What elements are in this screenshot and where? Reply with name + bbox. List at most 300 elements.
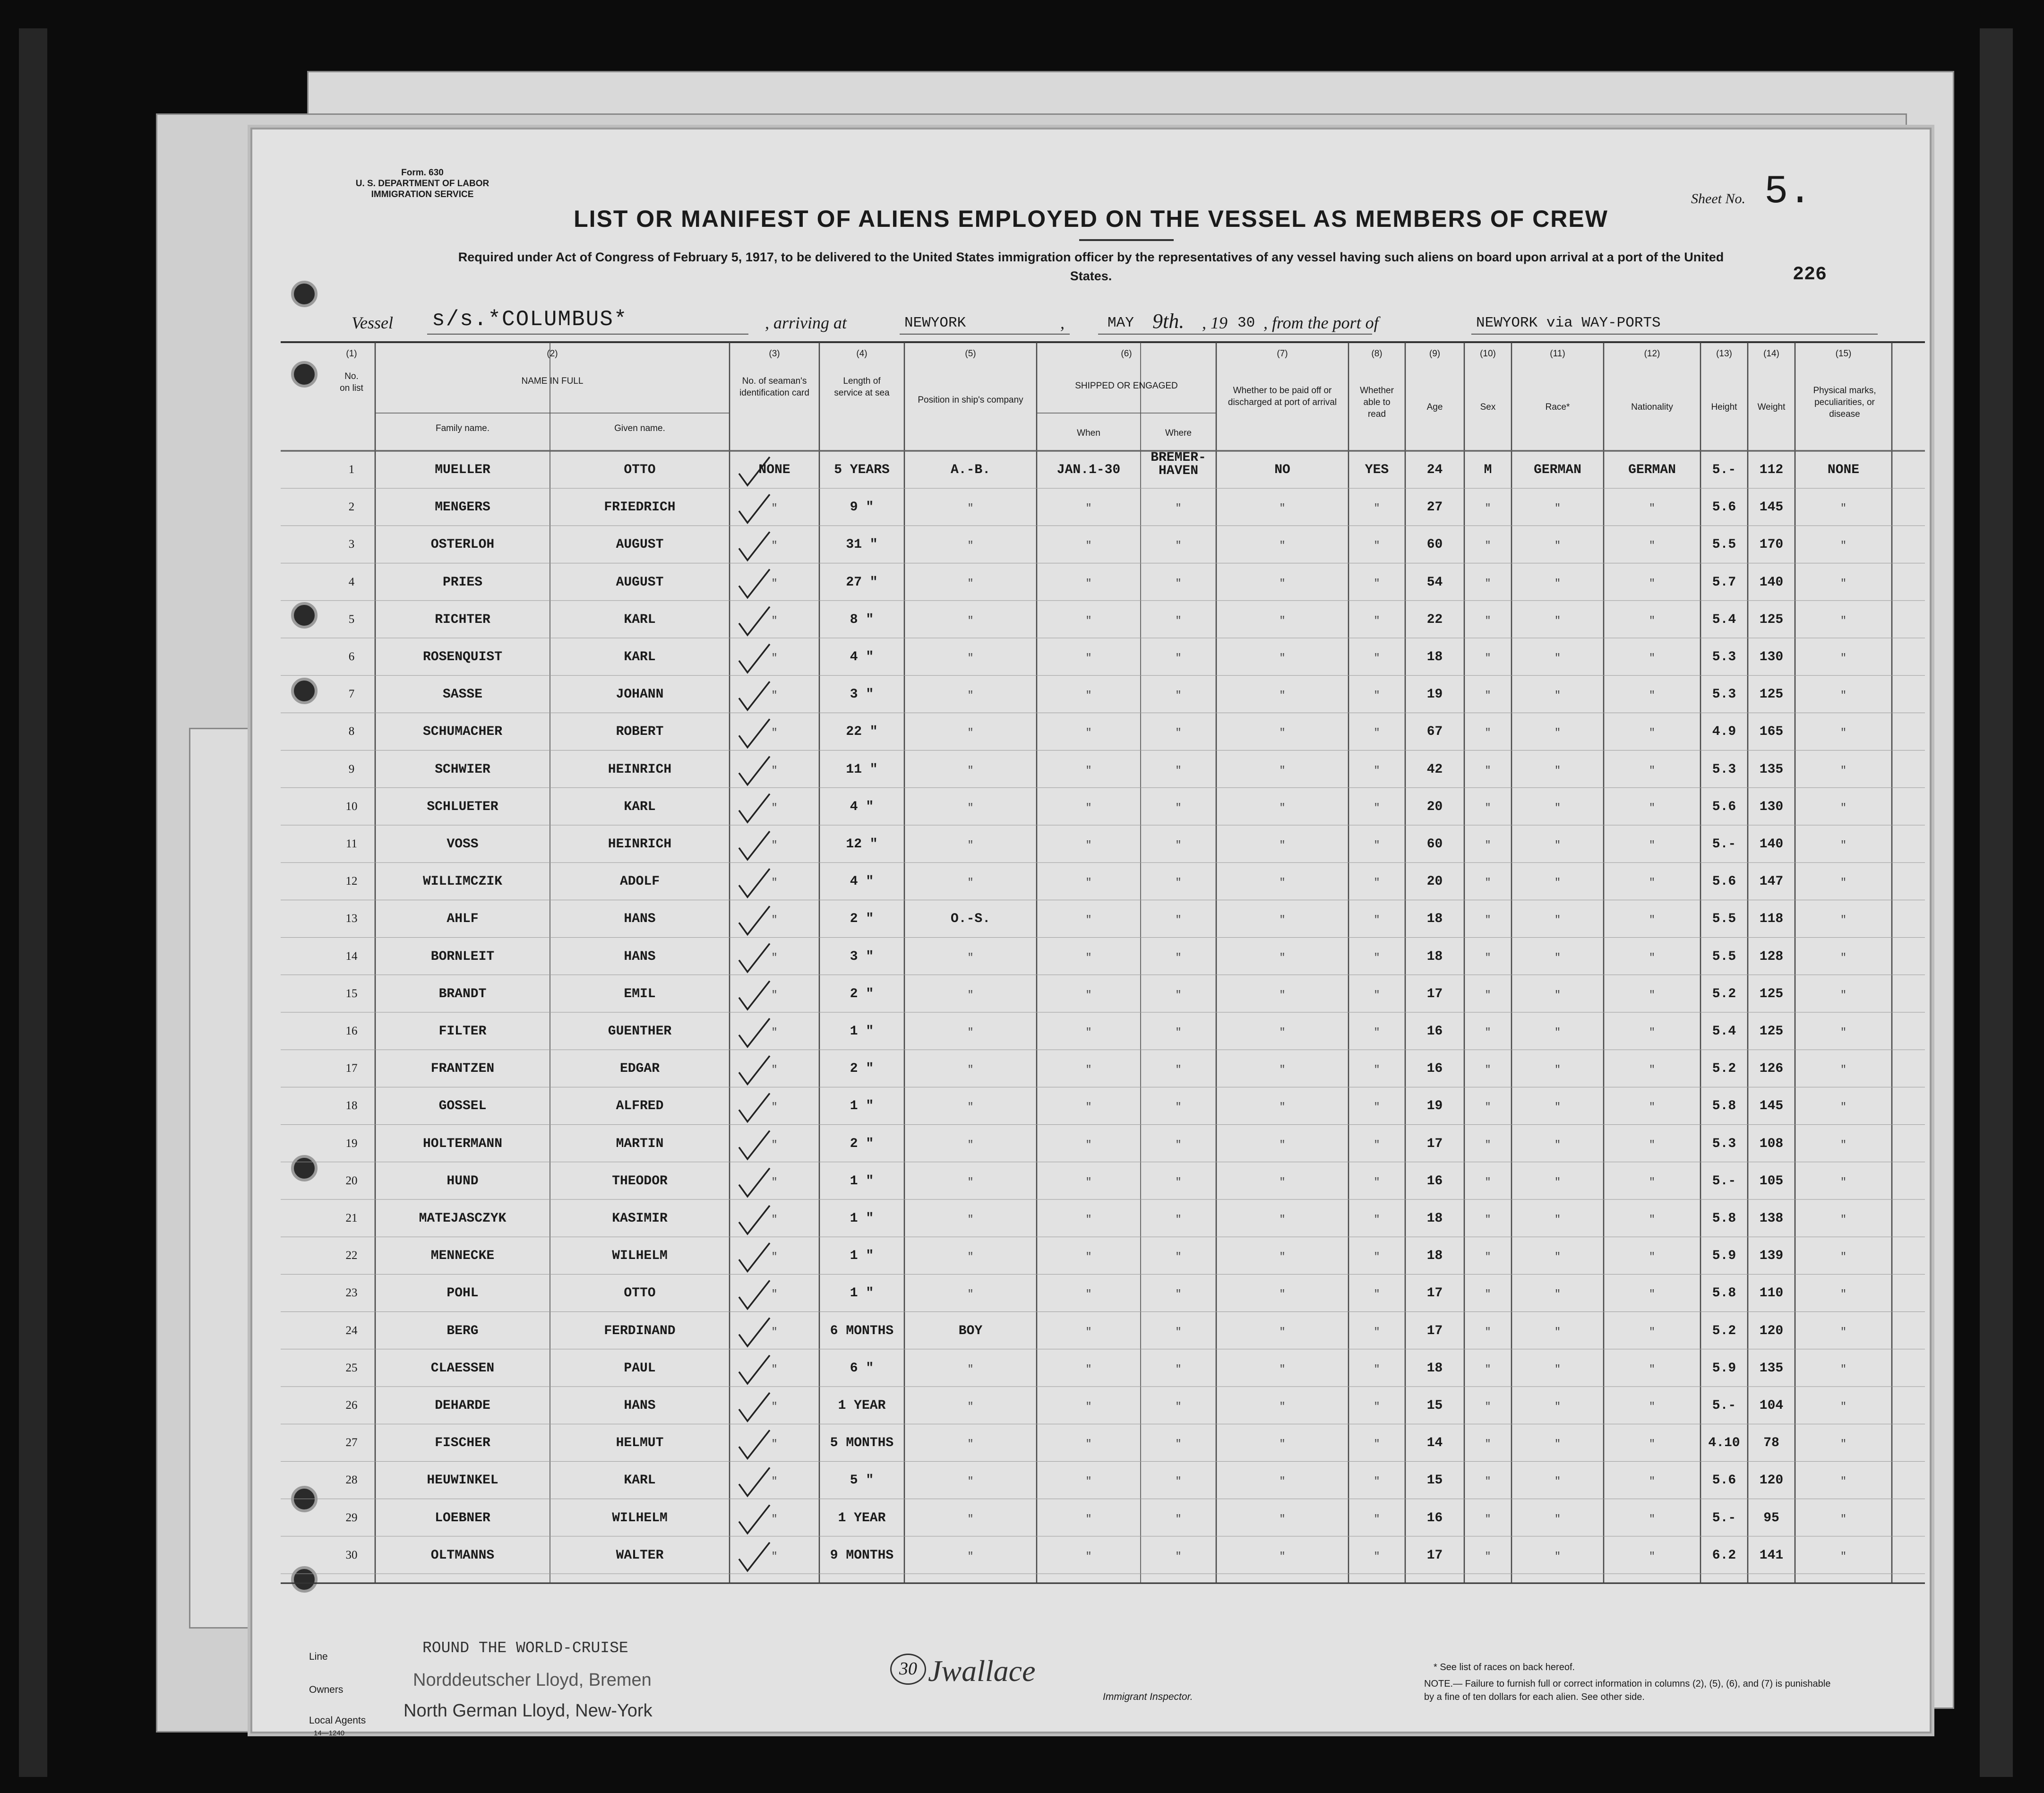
ditto-mark: " [1649,877,1656,889]
ditto-mark: " [1085,1438,1092,1450]
ditto-mark: " [1175,1401,1182,1413]
age: 18 [1426,1249,1443,1264]
ditto-mark: " [1840,727,1847,739]
column-number: (7) [1277,349,1288,359]
form-number: Form. 630 [401,168,444,178]
ditto-mark: " [1279,951,1286,964]
ditto-mark: " [1554,540,1561,552]
family-name: SCHLUETER [427,799,498,814]
ditto-mark: " [1485,877,1491,889]
family-name: OLTMANNS [430,1548,495,1563]
row-number: 6 [348,650,355,663]
underline [1098,334,1372,335]
row-number: 3 [348,538,355,551]
height: 5.- [1712,1173,1736,1189]
ditto-mark: " [1085,877,1092,889]
ditto-mark: " [1085,1176,1092,1188]
ditto-mark: " [967,951,974,964]
ditto-mark: " [1374,1363,1380,1375]
ditto-mark: " [967,1550,974,1562]
ditto-mark: " [1374,614,1380,627]
height: 4.10 [1708,1436,1740,1451]
ditto-mark: " [1279,577,1286,589]
given-name: OTTO [624,1286,656,1301]
ditto-mark: " [1085,1326,1092,1338]
ditto-mark: " [1554,577,1561,589]
service-length: 6 " [850,1361,874,1376]
inspector-count: 30 [890,1654,926,1685]
ditto-mark: " [1175,802,1182,814]
height: 5.6 [1712,799,1736,814]
ditto-mark: " [771,690,778,702]
vessel-row [252,309,1930,337]
ditto-mark: " [1485,1026,1491,1038]
given-name: JOHANN [616,687,664,702]
ditto-mark: " [1649,1550,1656,1562]
ditto-mark: " [1374,540,1380,552]
height: 5.- [1712,1398,1736,1413]
ditto-mark: " [1485,914,1491,926]
ditto-mark: " [967,1438,974,1450]
service-length: 1 YEAR [838,1398,886,1413]
service-length: 9 " [850,500,874,515]
from-port: NEWYORK via WAY-PORTS [1476,315,1661,331]
arrival-day: 9th. [1152,310,1185,333]
family-name: FRANTZEN [430,1061,495,1077]
ditto-mark: " [1374,690,1380,702]
ditto-mark: " [1175,1026,1182,1038]
given-name: EDGAR [619,1061,660,1077]
row-number: 29 [345,1511,358,1524]
family-name: ROSENQUIST [422,650,503,664]
family-name: LOEBNER [435,1510,490,1526]
weight: 78 [1763,1436,1779,1451]
weight: 135 [1759,762,1784,777]
ditto-mark: " [1374,1438,1380,1450]
age: 27 [1426,500,1443,515]
ditto-mark: " [1554,839,1561,851]
races-note: * See list of races on back hereof. [1434,1662,1575,1672]
arriving-label: , arriving at [765,313,847,332]
ditto-mark: " [1279,1438,1286,1450]
binder-edge-right [1980,28,2013,1777]
height: 5.5 [1712,912,1736,927]
given-name: WILHELM [612,1510,668,1526]
row-number: 22 [345,1249,358,1262]
ditto-mark: " [1374,1401,1380,1413]
ditto-mark: " [1175,951,1182,964]
age: 18 [1426,912,1443,927]
header-sex: Sex [1480,402,1496,412]
ditto-mark: " [967,1251,974,1263]
ditto-mark: " [1085,502,1092,515]
ditto-mark: " [1175,577,1182,589]
ditto-mark: " [1374,877,1380,889]
row-number: 18 [345,1099,358,1112]
ditto-mark: " [1485,839,1491,851]
given-name: ROBERT [616,724,664,740]
punch-hole [291,678,318,704]
ditto-mark: " [1554,690,1561,702]
weight: 130 [1759,799,1784,814]
ditto-mark: " [1649,1026,1656,1038]
arrival-year: 30 [1237,315,1255,331]
age: 17 [1426,1136,1443,1151]
ditto-mark: " [1649,1214,1656,1225]
ditto-mark: " [1649,652,1656,664]
ditto-mark: " [1085,1101,1092,1113]
ditto-mark: " [1374,951,1380,964]
service-length: 1 YEAR [838,1510,886,1526]
ditto-mark: " [1085,1550,1092,1562]
ditto-mark: " [1485,1064,1491,1076]
ditto-mark: " [1554,1326,1561,1338]
row-number: 30 [345,1548,358,1561]
punch-hole [291,281,318,307]
ditto-mark: " [1554,802,1561,814]
ditto-mark: " [1554,951,1561,964]
weight: 118 [1759,912,1784,927]
ditto-mark: " [1840,839,1847,851]
row-number: 19 [345,1137,358,1150]
able-to-read: YES [1365,463,1389,477]
ditto-mark: " [967,577,974,589]
inspector-label: Immigrant Inspector. [1103,1691,1193,1702]
service-length: 6 MONTHS [830,1323,894,1338]
ditto-mark: " [771,614,778,627]
ditto-mark: " [1085,1064,1092,1076]
ditto-mark: " [1175,727,1182,739]
ditto-mark: " [1840,1251,1847,1263]
ditto-mark: " [1649,1363,1656,1375]
ditto-mark: " [771,1288,778,1301]
ditto-mark: " [1279,1138,1286,1151]
weight: 147 [1759,874,1784,889]
ditto-mark: " [967,1475,974,1488]
ditto-mark: " [967,1101,974,1113]
family-name: HEUWINKEL [427,1473,498,1488]
ditto-mark: " [1279,1026,1286,1038]
family-name: PRIES [442,575,482,590]
ditto-mark: " [1175,764,1182,776]
ditto-mark: " [1649,727,1656,739]
column-number: (3) [769,349,780,359]
height: 5.6 [1712,1473,1736,1488]
service-length: 2 " [850,1061,874,1077]
ditto-mark: " [1085,914,1092,926]
family-name: SCHUMACHER [422,724,503,740]
nationality: GERMAN [1628,463,1676,477]
ditto-mark: " [1840,652,1847,664]
given-name: KARL [624,650,656,664]
row-number: 8 [348,725,355,738]
ditto-mark: " [1649,989,1656,1001]
ditto-mark: " [1840,540,1847,552]
ditto-mark: " [1374,1176,1380,1188]
ditto-mark: " [1085,727,1092,739]
column-number: (8) [1371,349,1383,359]
ditto-mark: " [1840,1401,1847,1413]
height: 4.9 [1712,724,1736,740]
service-length: 4 " [850,650,874,664]
age: 16 [1426,1510,1443,1526]
document-title: LIST OR MANIFEST OF ALIENS EMPLOYED ON THE VESSEL AS MEMBERS OF CREW [574,206,1608,232]
family-name: BORNLEIT [430,949,495,964]
age: 18 [1426,949,1443,964]
ditto-mark: " [1374,989,1380,1001]
header-weight: Weight [1757,402,1786,412]
ditto-mark: " [1649,577,1656,589]
ditto-mark: " [1175,1214,1182,1225]
age: 16 [1426,1024,1443,1039]
ditto-mark: " [1175,690,1182,702]
header-height: Height [1711,402,1737,412]
weight: 140 [1759,575,1784,590]
weight: 140 [1759,837,1784,852]
age: 17 [1426,1548,1443,1563]
given-name: KARL [624,612,656,627]
service-length: 5 YEARS [834,463,890,477]
ditto-mark: " [1840,1101,1847,1113]
column-number: (12) [1644,349,1660,359]
ditto-mark: " [1279,727,1286,739]
ditto-mark: " [1485,764,1491,776]
ditto-mark: " [1175,1176,1182,1188]
ditto-mark: " [1279,1550,1286,1562]
ditto-mark: " [1840,1288,1847,1301]
form-code: 14—1240 [314,1729,345,1737]
service-length: 8 " [850,612,874,627]
service-length: 2 " [850,912,874,927]
ditto-mark: " [1485,727,1491,739]
service-length: 1 " [850,1249,874,1264]
ditto-mark: " [1279,914,1286,926]
ditto-mark: " [1175,652,1182,664]
ditto-mark: " [1279,690,1286,702]
height: 5.5 [1712,537,1736,552]
given-name: HEINRICH [608,762,672,777]
age: 22 [1426,612,1443,627]
ditto-mark: " [1085,1251,1092,1263]
document-subtitle: Required under Act of Congress of February 5, 1917, to be delivered to the United States immigration officer by the representatives of any vessel having such aliens on board upon arrival at a port of the United States. [458,250,1724,283]
height: 5.3 [1712,762,1736,777]
ditto-mark: " [1374,1138,1380,1151]
ditto-mark: " [1279,1475,1286,1488]
service: IMMIGRATION SERVICE [371,190,474,199]
given-name: PAUL [624,1361,656,1376]
ditto-mark: " [1279,989,1286,1001]
ditto-mark: " [1649,802,1656,814]
ditto-mark: " [1840,1475,1847,1488]
ditto-mark: " [1175,1251,1182,1263]
weight: 125 [1759,687,1784,702]
ditto-mark: " [771,914,778,926]
ditto-mark: " [1485,502,1491,515]
ditto-mark: " [1649,540,1656,552]
weight: 165 [1759,724,1784,740]
column-number: (11) [1550,349,1565,359]
underline [427,334,748,335]
ditto-mark: " [771,989,778,1001]
age: 20 [1426,799,1443,814]
ditto-mark: " [1085,839,1092,851]
family-name: OSTERLOH [430,537,495,552]
from-port-label: , from the port of [1263,313,1379,332]
row-number: 21 [345,1212,358,1224]
header-position: Position in ship's company [918,395,1023,405]
punch-hole [291,602,318,629]
row-number: 4 [348,575,355,588]
column-number: (6) [1121,349,1132,359]
age: 42 [1426,762,1443,777]
table-grid [252,129,1930,1732]
id-card: NONE [758,463,790,477]
family-name: RICHTER [435,612,490,627]
ditto-mark: " [1374,652,1380,664]
height: 5.2 [1712,986,1736,1001]
ditto-mark: " [1175,614,1182,627]
ditto-mark: " [1840,1550,1847,1562]
comma: , [1060,313,1065,332]
age: 60 [1426,537,1443,552]
ditto-mark: " [1554,1251,1561,1263]
ditto-mark: " [1649,1326,1656,1338]
age: 17 [1426,1286,1443,1301]
sex: M [1484,463,1492,477]
ditto-mark: " [1175,1138,1182,1151]
service-length: 3 " [850,687,874,702]
ditto-mark: " [1554,1101,1561,1113]
family-name: MATEJASCZYK [419,1211,507,1226]
penalty-note: NOTE.— Failure to furnish full or correct information in columns (2), (5), (6), and (7) is punishable by a fine of ten dollars for each alien. See other side. [1424,1679,1831,1702]
weight: 120 [1759,1323,1784,1338]
age: 18 [1426,1361,1443,1376]
ditto-mark: " [1840,1214,1847,1225]
height: 5.3 [1712,687,1736,702]
ditto-mark: " [1840,577,1847,589]
height: 5.4 [1712,1024,1736,1039]
ditto-mark: " [771,1064,778,1076]
ditto-mark: " [1085,1026,1092,1038]
ditto-mark: " [967,1513,974,1525]
ditto-mark: " [1279,614,1286,627]
family-name: DEHARDE [435,1398,490,1413]
ditto-mark: " [1175,1550,1182,1562]
row-number: 14 [345,949,358,963]
column-number: (5) [965,349,976,359]
height: 5.4 [1712,612,1736,627]
height: 5.9 [1712,1361,1736,1376]
header-age: Age [1426,402,1443,412]
age: 67 [1426,724,1443,740]
row-number: 17 [345,1062,358,1075]
age: 16 [1426,1173,1443,1189]
race: GERMAN [1534,463,1581,477]
ditto-mark: " [967,802,974,814]
service-length: 1 " [850,1099,874,1114]
row-number: 1 [348,463,355,476]
ditto-mark: " [1279,1176,1286,1188]
ditto-mark: " [1085,577,1092,589]
ditto-mark: " [1279,540,1286,552]
ditto-mark: " [1554,1401,1561,1413]
ditto-mark: " [1085,690,1092,702]
agents-label: Local Agents [309,1715,366,1726]
ditto-mark: " [1840,1138,1847,1151]
ditto-mark: " [1840,764,1847,776]
ditto-mark: " [1840,1064,1847,1076]
weight: 170 [1759,537,1784,552]
row-number: 10 [345,800,358,813]
height: 5.- [1712,463,1736,477]
column-number: (15) [1835,349,1852,359]
row-number: 2 [348,500,355,514]
punch-hole [291,1566,318,1593]
given-name: HANS [624,949,656,964]
ditto-mark: " [1085,989,1092,1001]
ditto-mark: " [1374,1513,1380,1525]
ditto-mark: " [1374,1214,1380,1225]
header-where: Where [1165,428,1192,438]
ditto-mark: " [967,690,974,702]
given-name: MARTIN [616,1136,664,1151]
ditto-mark: " [1649,1288,1656,1301]
ditto-mark: " [1374,1064,1380,1076]
age: 17 [1426,986,1443,1001]
service-length: 1 " [850,1286,874,1301]
ditto-mark: " [1279,839,1286,851]
weight: 141 [1759,1548,1784,1563]
given-name: FERDINAND [604,1323,676,1338]
service-length: 4 " [850,799,874,814]
ditto-mark: " [771,540,778,552]
ditto-mark: " [1085,764,1092,776]
header-paid-off: Whether to be paid off or discharged at port of arrival [1228,386,1337,407]
sheet-number: 5. [1764,170,1812,215]
ditto-mark: " [1840,1438,1847,1450]
height: 5.8 [1712,1099,1736,1114]
service-length: 1 " [850,1173,874,1189]
height: 5.8 [1712,1211,1736,1226]
ditto-mark: " [1175,1064,1182,1076]
ditto-mark: " [1175,1513,1182,1525]
given-name: HELMUT [616,1436,664,1451]
owners-value: Norddeutscher Lloyd, Bremen [413,1670,652,1690]
ditto-mark: " [1554,727,1561,739]
ditto-mark: " [1279,1288,1286,1301]
sheet-label: Sheet No. [1691,191,1745,207]
ditto-mark: " [1085,1138,1092,1151]
vessel-label: Vessel [352,313,393,332]
ditto-mark: " [1554,1475,1561,1488]
ditto-mark: " [1649,1176,1656,1188]
column-number: (2) [547,349,558,359]
service-length: 12 " [846,837,878,852]
row-number: 27 [345,1436,358,1449]
row-number: 5 [348,612,355,626]
shipped-where: HAVEN [1158,464,1198,478]
ditto-mark: " [771,951,778,964]
age: 54 [1426,575,1443,590]
ditto-mark: " [1840,502,1847,515]
ditto-mark: " [1485,540,1491,552]
ditto-mark: " [1279,502,1286,515]
ditto-mark: " [1485,690,1491,702]
ditto-mark: " [771,1475,778,1488]
ditto-mark: " [1649,1513,1656,1525]
ditto-mark: " [1374,1251,1380,1263]
ditto-mark: " [1085,1363,1092,1375]
